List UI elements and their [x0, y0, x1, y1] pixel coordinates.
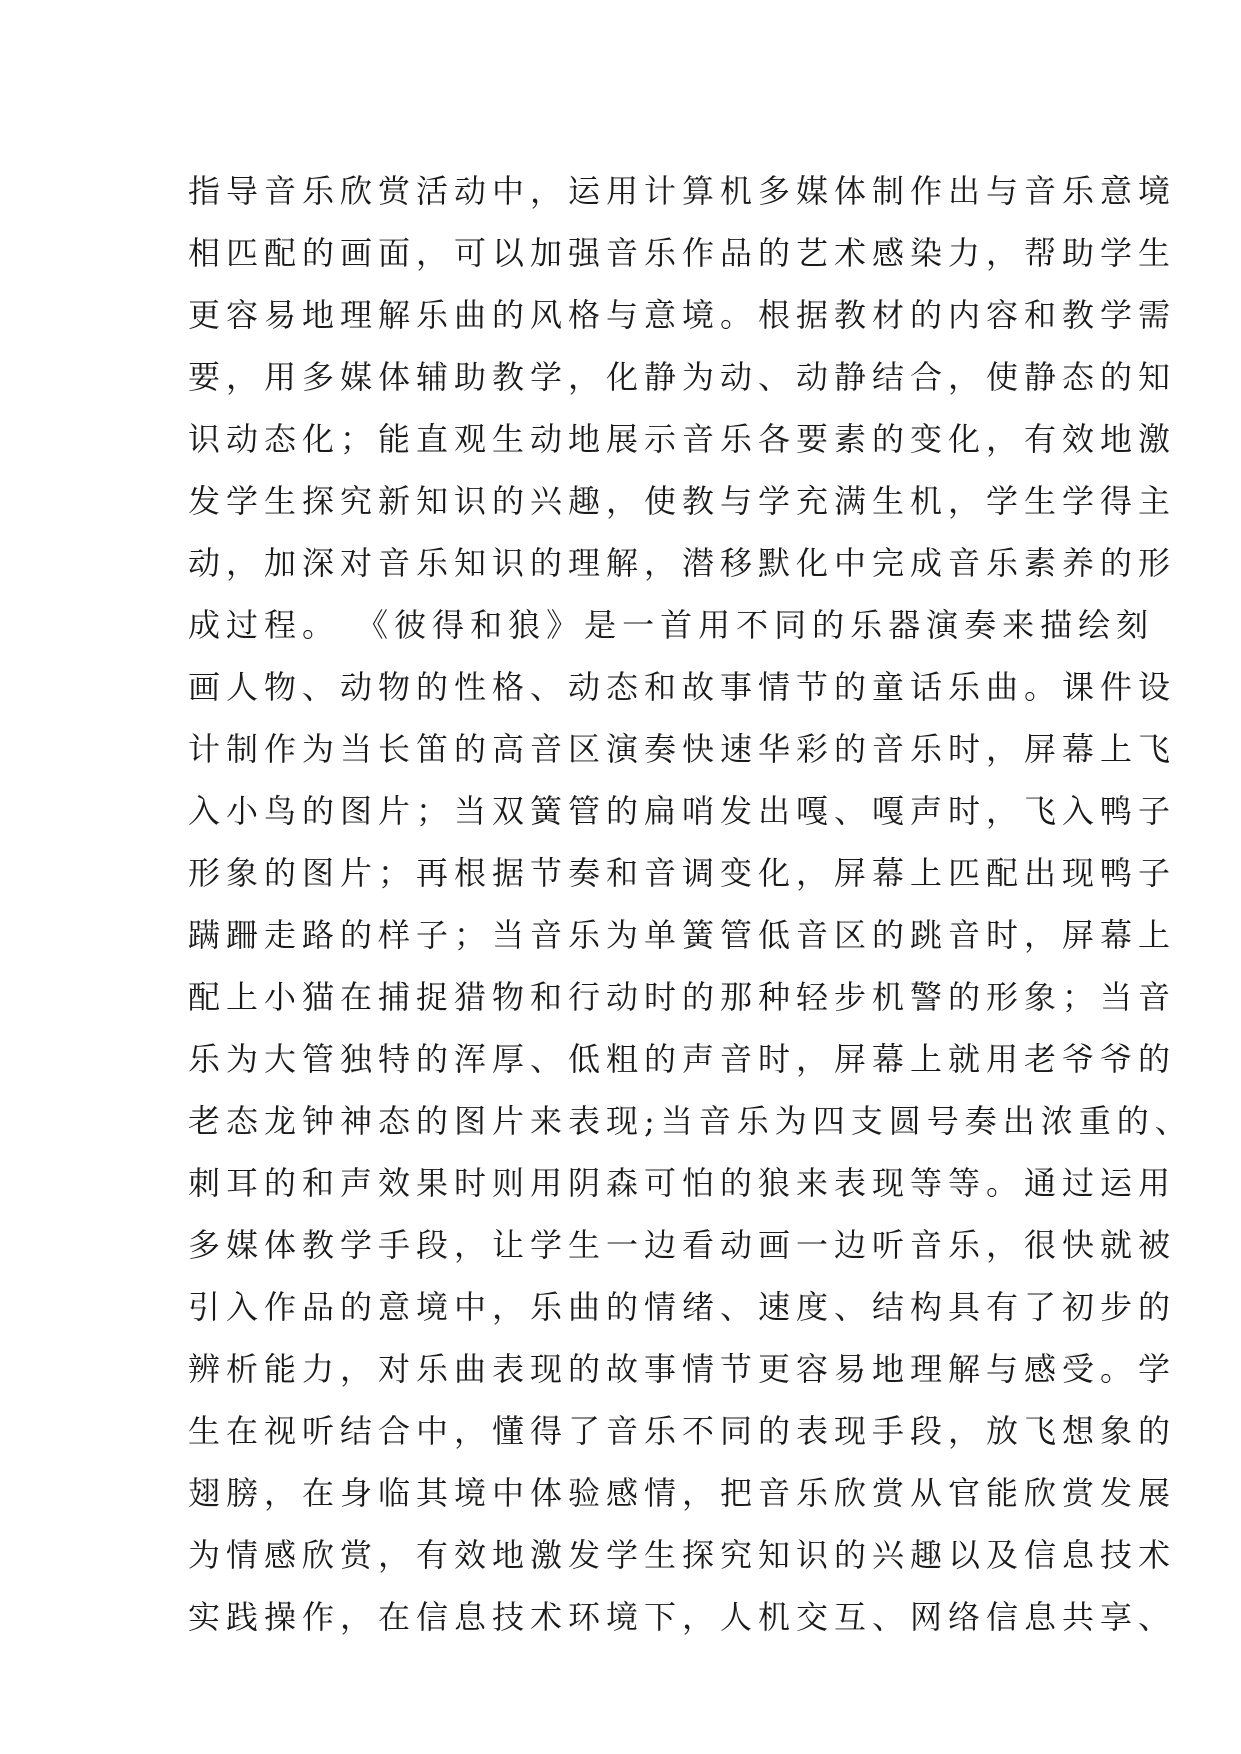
- text-line: 引入作品的意境中，乐曲的情绪、速度、结构具有了初步的: [188, 1288, 1177, 1326]
- text-line: 要，用多媒体辅助教学，化静为动、动静结合，使静态的知: [188, 358, 1177, 396]
- text-line: 实践操作，在信息技术环境下，人机交互、网络信息共享、: [188, 1598, 1177, 1636]
- text-line: 发学生探究新知识的兴趣，使教与学充满生机，学生学得主: [188, 482, 1177, 520]
- text-line: 辨析能力，对乐曲表现的故事情节更容易地理解与感受。学: [188, 1350, 1177, 1388]
- text-line: 成过程。 《彼得和狼》是一首用不同的乐器演奏来描绘刻: [188, 606, 1155, 644]
- text-line: 识动态化；能直观生动地展示音乐各要素的变化，有效地激: [188, 420, 1177, 458]
- body-text: [188, 160, 1193, 1648]
- text-line: 指导音乐欣赏活动中，运用计算机多媒体制作出与音乐意境: [188, 172, 1177, 210]
- text-line: 形象的图片；再根据节奏和音调变化，屏幕上匹配出现鸭子: [188, 854, 1177, 892]
- text-line: 乐为大管独特的浑厚、低粗的声音时，屏幕上就用老爷爷的: [188, 1040, 1177, 1078]
- text-line: 动，加深对音乐知识的理解，潜移默化中完成音乐素养的形: [188, 544, 1177, 582]
- text-line: 计制作为当长笛的高音区演奏快速华彩的音乐时，屏幕上飞: [188, 730, 1177, 768]
- text-line: 翅膀，在身临其境中体验感情，把音乐欣赏从官能欣赏发展: [188, 1474, 1177, 1512]
- text-line: 蹒跚走路的样子；当音乐为单簧管低音区的跳音时，屏幕上: [188, 916, 1177, 954]
- text-line: 为情感欣赏，有效地激发学生探究知识的兴趣以及信息技术: [188, 1536, 1177, 1574]
- text-line: 多媒体教学手段，让学生一边看动画一边听音乐，很快就被: [188, 1226, 1177, 1264]
- text-line: 画人物、动物的性格、动态和故事情节的童话乐曲。课件设: [188, 668, 1177, 706]
- text-line: 老态龙钟神态的图片来表现;当音乐为四支圆号奏出浓重的、: [188, 1102, 1193, 1140]
- text-line: 入小鸟的图片；当双簧管的扁哨发出嘎、嘎声时，飞入鸭子: [188, 792, 1177, 830]
- text-line: 更容易地理解乐曲的风格与意境。根据教材的内容和教学需: [188, 296, 1177, 334]
- text-line: 相匹配的画面，可以加强音乐作品的艺术感染力，帮助学生: [188, 234, 1177, 272]
- text-line: 配上小猫在捕捉猎物和行动时的那种轻步机警的形象；当音: [188, 978, 1177, 1016]
- text-line: 生在视听结合中，懂得了音乐不同的表现手段，放飞想象的: [188, 1412, 1177, 1450]
- text-line: 刺耳的和声效果时则用阴森可怕的狼来表现等等。通过运用: [188, 1164, 1177, 1202]
